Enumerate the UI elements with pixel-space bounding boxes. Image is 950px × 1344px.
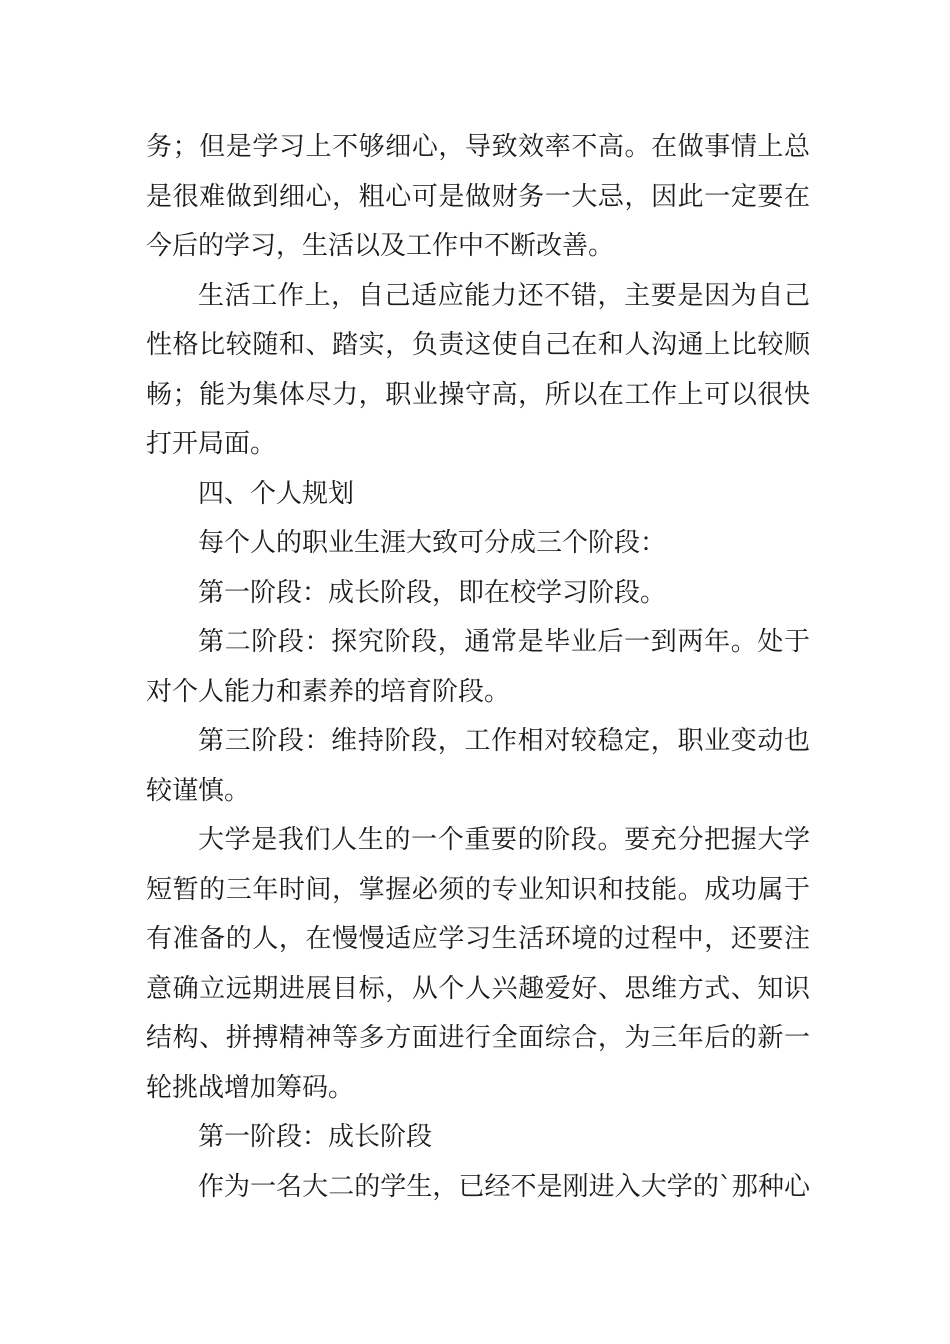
text-line: 务；但是学习上不够细心，导致效率不高。在做事情上总 [146,132,810,162]
text-line: 打开局面。 [146,429,277,459]
text-line: 短暂的三年时间，掌握必须的专业知识和技能。成功属于 [146,874,810,905]
text-line: 第三阶段：维持阶段，工作相对较稳定，职业变动也 [198,726,810,756]
text-line: 畅；能为集体尽力，职业操守高，所以在工作上可以很快 [146,379,810,410]
text-line: 第一阶段：成长阶段 [198,1122,433,1152]
text-line: 生活工作上，自己适应能力还不错，主要是因为自己 [198,280,810,311]
text-line: 是很难做到细心，粗心可是做财务一大忌，因此一定要在 [146,181,810,212]
document-body [146,123,810,1212]
text-line: 意确立远期进展目标，从个人兴趣爱好、思维方式、知识 [146,973,810,1004]
text-line: 第二阶段：探究阶段，通常是毕业后一到两年。处于 [198,627,810,657]
text-line: 较谨慎。 [146,775,251,806]
text-line: 第一阶段：成长阶段，即在校学习阶段。 [198,577,667,608]
text-line: 今后的学习，生活以及工作中不断改善。 [146,231,615,261]
text-line: 有准备的人，在慢慢适应学习生活环境的过程中，还要注 [146,924,810,954]
text-line: 结构、拼搏精神等多方面进行全面综合，为三年后的新一 [146,1023,810,1053]
text-line: 每个人的职业生涯大致可分成三个阶段： [198,528,667,558]
text-line: 对个人能力和素养的培育阶段。 [146,676,511,707]
text-line: 轮挑战增加筹码。 [146,1072,355,1103]
text-line: 性格比较随和、踏实，负责这使自己在和人沟通上比较顺 [146,330,810,360]
text-line: 作为一名大二的学生，已经不是刚进入大学的`那种心 [198,1171,810,1202]
text-line: 大学是我们人生的一个重要的阶段。要充分把握大学 [198,825,810,855]
text-line: 四、个人规划 [198,478,355,509]
